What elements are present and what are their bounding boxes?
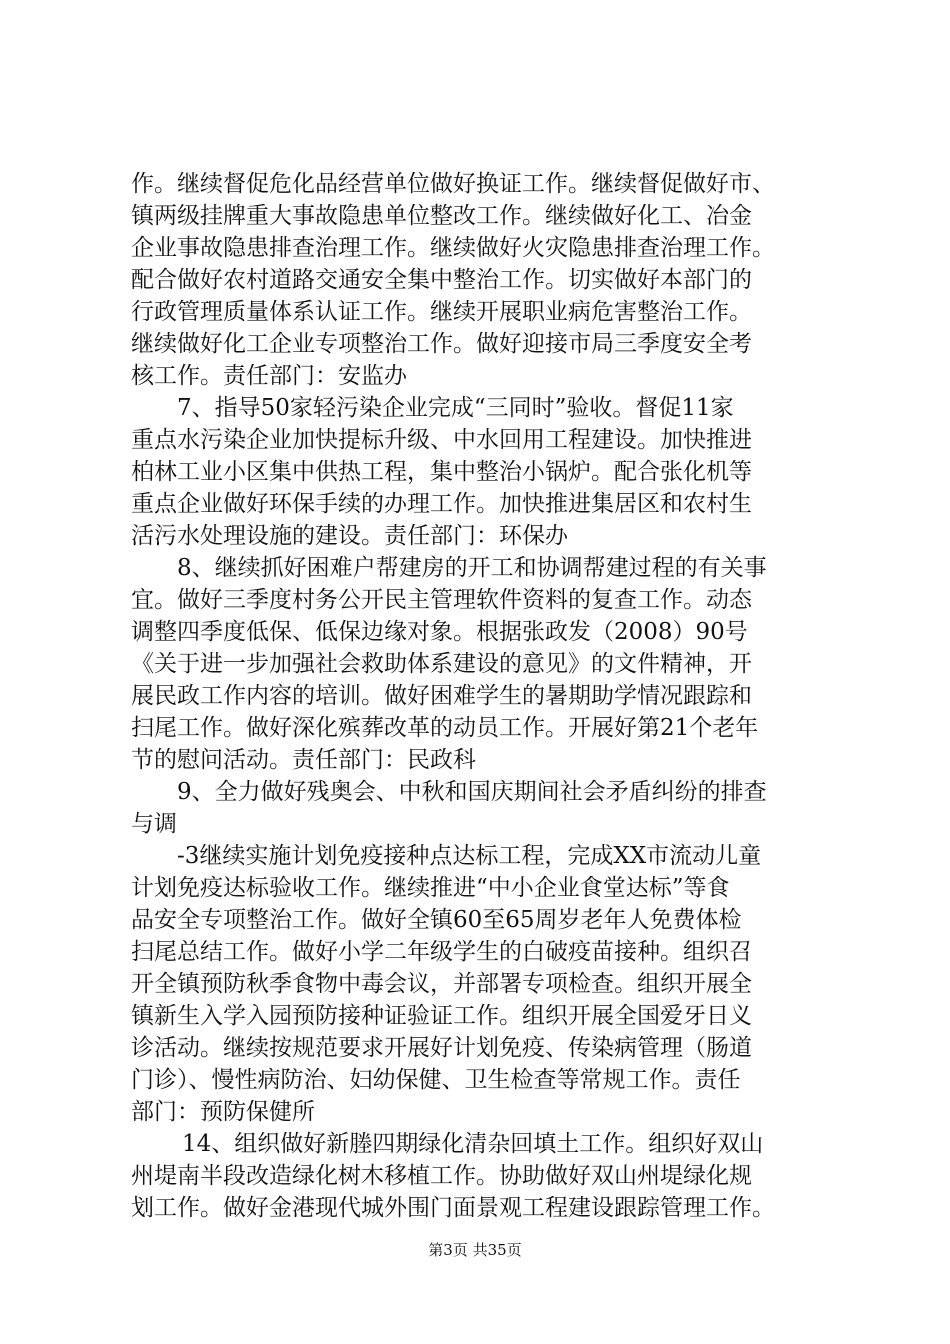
text-line: 《关于进一步加强社会救助体系建设的意见》的文件精神，开 — [131, 651, 752, 677]
text-line: 继续做好化工企业专项整治工作。做好迎接市局三季度安全考 — [131, 331, 752, 357]
text-line: 重点水污染企业加快提标升级、中水回用工程建设。加快推进 — [131, 427, 752, 453]
text-line: 开全镇预防秋季食物中毒会议，并部署专项检查。组织开展全 — [131, 971, 752, 997]
text-line: 镇新生入学入园预防接种证验证工作。组织开展全国爱牙日义 — [131, 1003, 752, 1029]
text-line: 州堤南半段改造绿化树木移植工作。协助做好双山州堤绿化规 — [131, 1163, 752, 1189]
text-line: 宜。做好三季度村务公开民主管理软件资料的复查工作。动态 — [131, 587, 752, 613]
text-line: 调整四季度低保、低保边缘对象。根据张政发（2008）90号 — [131, 619, 748, 645]
paragraph-start-line: 8、继续抓好困难户帮建房的开工和协调帮建过程的有关事 — [177, 555, 767, 581]
text-line: 行政管理质量体系认证工作。继续开展职业病危害整治工作。 — [131, 299, 752, 325]
text-line: 作。继续督促危化品经营单位做好换证工作。继续督促做好市、 — [131, 171, 775, 197]
text-line: 重点企业做好环保手续的办理工作。加快推进集居区和农村生 — [131, 491, 752, 517]
text-line: 部门：预防保健所 — [131, 1099, 315, 1125]
text-line: 扫尾总结工作。做好小学二年级学生的白破疫苗接种。组织召 — [131, 939, 752, 965]
text-line: 划工作。做好金港现代城外围门面景观工程建设跟踪管理工作。 — [131, 1195, 775, 1221]
paragraph-start-line: 7、指导50家轻污染企业完成“三同时”验收。督促11家 — [177, 395, 734, 421]
text-line: 企业事故隐患排查治理工作。继续做好火灾隐患排查治理工作。 — [131, 235, 775, 261]
paragraph-start-line: 14、组织做好新塍四期绿化清杂回填土工作。组织好双山 — [182, 1131, 764, 1157]
text-line: 扫尾工作。做好深化殡葬改革的动员工作。开展好第21个老年 — [131, 715, 759, 741]
text-line: 门诊）、慢性病防治、妇幼保健、卫生检查等常规工作。责任 — [131, 1067, 741, 1093]
paragraph-start-line: 9、全力做好残奥会、中秋和国庆期间社会矛盾纠纷的排查 — [177, 779, 767, 805]
text-line: 配合做好农村道路交通安全集中整治工作。切实做好本部门的 — [131, 267, 752, 293]
text-line: 活污水处理设施的建设。责任部门：环保办 — [131, 523, 568, 549]
text-line: 展民政工作内容的培训。做好困难学生的暑期助学情况跟踪和 — [131, 683, 752, 709]
text-line: 品安全专项整治工作。做好全镇60至65周岁老年人免费体检 — [131, 907, 742, 933]
text-line: 计划免疫达标验收工作。继续推进“中小企业食堂达标”等食 — [131, 875, 730, 901]
text-line: 与调 — [131, 811, 177, 837]
text-line: 镇两级挂牌重大事故隐患单位整改工作。继续做好化工、冶金 — [131, 203, 752, 229]
text-line: 柏林工业小区集中供热工程，集中整治小锅炉。配合张化机等 — [131, 459, 752, 485]
page-footer: 第3页 共35页 — [428, 1241, 522, 1259]
text-line: 核工作。责任部门：安监办 — [131, 363, 407, 389]
text-line: 诊活动。继续按规范要求开展好计划免疫、传染病管理（肠道 — [131, 1035, 752, 1061]
text-line: 节的慰问活动。责任部门：民政科 — [131, 747, 476, 773]
paragraph-start-line: -3继续实施计划免疫接种点达标工程，完成XX市流动儿童 — [177, 843, 762, 869]
